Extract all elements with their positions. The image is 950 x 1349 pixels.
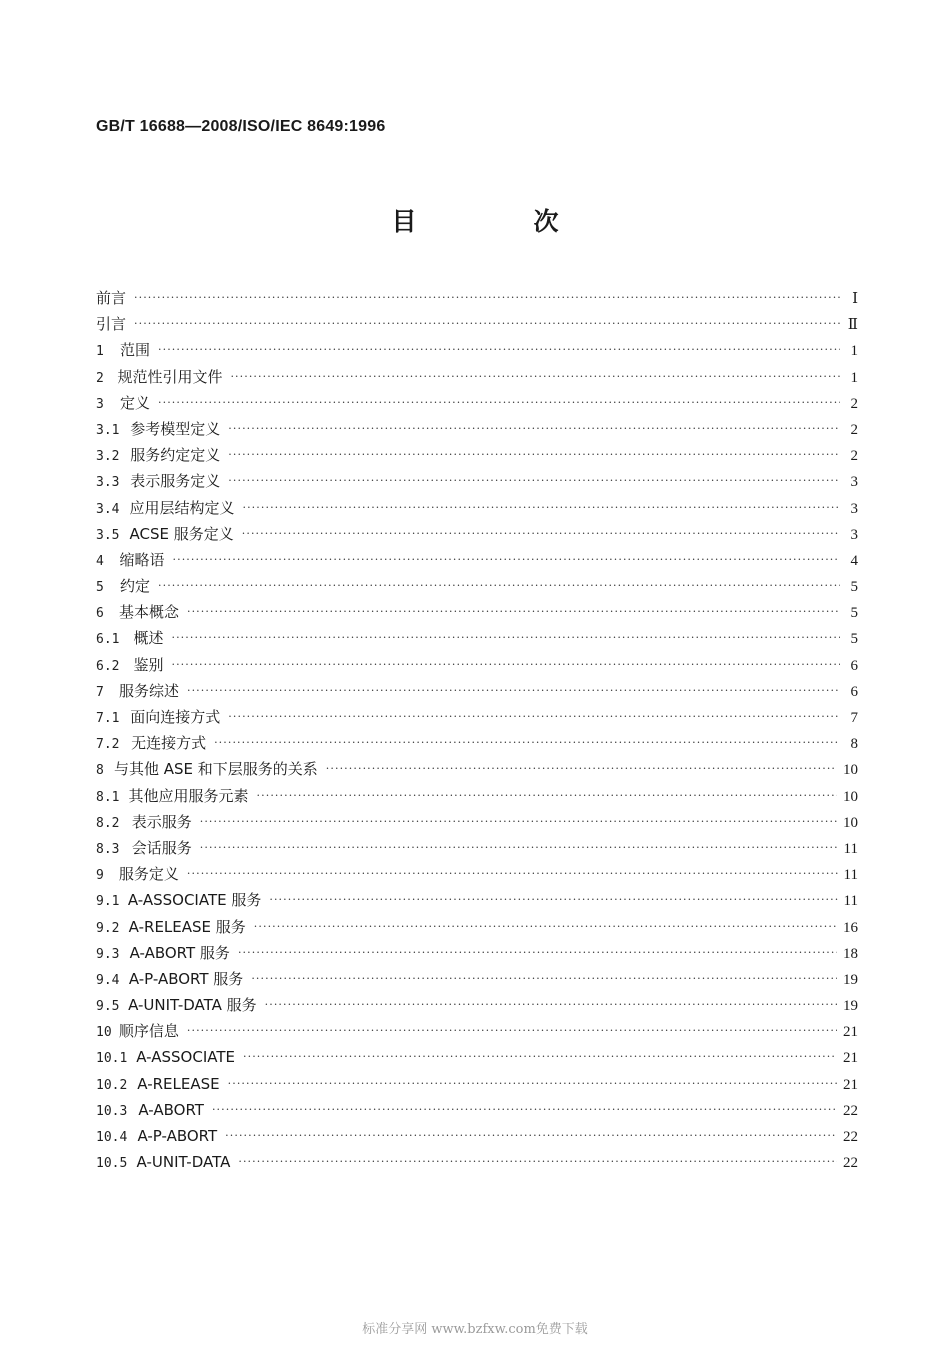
toc-entry[interactable] xyxy=(96,468,858,494)
toc-entry-label: 基本概念 xyxy=(118,603,179,622)
toc-entry-number: 9.1 xyxy=(96,894,120,910)
toc-entry[interactable] xyxy=(96,547,858,573)
toc-entry-number: 3.1 xyxy=(96,422,120,438)
toc-leader-dots xyxy=(228,442,840,468)
toc-entry-number: 10.3 xyxy=(96,1103,128,1119)
toc-entry-label: 缩略语 xyxy=(119,550,165,569)
toc-entry-label: 顺序信息 xyxy=(118,1022,179,1041)
toc-entry-label: 规范性引用文件 xyxy=(117,367,223,386)
toc-entry-label: 其他应用服务元素 xyxy=(128,786,249,805)
toc-entry-label: 约定 xyxy=(119,577,150,596)
toc-entry-label: A-P-ABORT 服务 xyxy=(128,969,244,988)
toc-leader-dots xyxy=(171,652,840,678)
toc-leader-dots xyxy=(238,940,837,966)
toc-entry-number: 1 xyxy=(96,344,104,360)
toc-entry-number: 8.3 xyxy=(96,841,120,857)
toc-entry-label: A-UNIT-DATA 服务 xyxy=(128,996,257,1015)
toc-entry-page: 3 xyxy=(850,500,858,517)
toc-entry-label: A-UNIT-DATA xyxy=(136,1153,231,1172)
toc-entry-label: A-RELEASE 服务 xyxy=(128,917,246,936)
toc-leader-dots xyxy=(171,625,840,651)
toc-entry-label: 服务综述 xyxy=(118,681,179,700)
toc-entry-page: 10 xyxy=(843,788,858,805)
toc-entry-label: 定义 xyxy=(119,393,150,412)
toc-entry[interactable] xyxy=(96,364,858,390)
toc-leader-dots xyxy=(228,416,840,442)
toc-leader-dots xyxy=(200,809,837,835)
toc-entry-number: 6.1 xyxy=(96,632,120,648)
toc-entry[interactable] xyxy=(96,704,858,730)
toc-entry[interactable] xyxy=(96,652,858,678)
toc-entry-page: 21 xyxy=(843,1024,858,1041)
toc-entry-page: 18 xyxy=(843,945,858,962)
toc-entry-label: A-P-ABORT xyxy=(137,1127,218,1145)
toc-entry[interactable] xyxy=(96,311,858,337)
toc-entry-page: 22 xyxy=(843,1155,858,1172)
toc-entry-page: 19 xyxy=(843,971,858,988)
toc-entry-page: 10 xyxy=(843,814,858,831)
toc-entry-page: 2 xyxy=(850,421,858,438)
toc-entry-label: 与其他 ASE 和下层服务的关系 xyxy=(113,760,318,779)
toc-entry[interactable] xyxy=(96,887,858,913)
toc-entry[interactable] xyxy=(96,625,858,651)
toc-entry[interactable] xyxy=(96,416,858,442)
toc-entry-number: 3.5 xyxy=(96,527,120,543)
toc-entry-label: 无连接方式 xyxy=(131,734,207,753)
toc-leader-dots xyxy=(265,992,837,1018)
toc-entry-number: 3.3 xyxy=(96,475,120,491)
toc-entry-number: 3.2 xyxy=(96,449,120,465)
toc-leader-dots xyxy=(187,678,840,704)
toc-entry-page: 3 xyxy=(850,526,858,543)
toc-leader-dots xyxy=(228,1071,837,1097)
toc-entry[interactable] xyxy=(96,1044,858,1070)
toc-entry-number: 2 xyxy=(96,370,104,386)
toc-entry-page: 19 xyxy=(843,998,858,1015)
toc-entry-number: 7.1 xyxy=(96,711,120,726)
toc-entry[interactable] xyxy=(96,783,858,809)
toc-entry-page: 5 xyxy=(850,605,858,622)
toc-entry-page: 6 xyxy=(850,657,858,674)
toc-entry[interactable] xyxy=(96,285,858,311)
toc-entry[interactable] xyxy=(96,390,858,416)
toc-entry-page: 8 xyxy=(850,736,858,753)
toc-entry-page: 7 xyxy=(850,710,858,726)
toc-entry-label: 概述 xyxy=(133,629,164,648)
toc-entry-number: 6 xyxy=(96,606,104,622)
toc-leader-dots xyxy=(238,1149,837,1175)
toc-leader-dots xyxy=(134,285,840,311)
toc-leader-dots xyxy=(242,495,840,521)
toc-leader-dots xyxy=(187,861,838,887)
toc-entry[interactable] xyxy=(96,756,858,782)
toc-entry-label: 表示服务 xyxy=(131,812,192,831)
toc-entry-page: 5 xyxy=(850,631,858,648)
toc-entry-label: 范围 xyxy=(119,341,150,360)
toc-leader-dots xyxy=(158,337,840,363)
toc-entry-number: 9.3 xyxy=(96,946,120,962)
toc-entry-label: A-RELEASE xyxy=(137,1074,220,1093)
toc-entry-label: A-ABORT xyxy=(138,1100,204,1119)
toc-entry-number: 6.2 xyxy=(96,658,120,674)
toc-entry-page: 6 xyxy=(850,683,858,700)
toc-entry-number: 9 xyxy=(96,868,104,884)
toc-entry[interactable] xyxy=(96,730,858,756)
toc-entry-page: Ⅱ xyxy=(847,317,858,334)
toc-entry-number: 10 xyxy=(96,1025,112,1041)
toc-entry-number: 9.4 xyxy=(96,972,120,988)
toc-entry-label: A-ASSOCIATE 服务 xyxy=(127,891,262,910)
footer-watermark: 标准分享网 www.bzfxw.com免费下载 xyxy=(362,1322,588,1337)
toc-leader-dots xyxy=(212,1097,837,1123)
toc-leader-dots xyxy=(269,887,837,913)
toc-entry[interactable] xyxy=(96,1149,858,1175)
toc-entry[interactable] xyxy=(96,914,858,940)
toc-entry-page: 11 xyxy=(843,867,858,884)
toc-entry-label: 会话服务 xyxy=(131,838,192,857)
toc-entry[interactable] xyxy=(96,337,858,363)
toc-entry[interactable] xyxy=(96,1097,858,1123)
toc-entry[interactable] xyxy=(96,940,858,966)
toc-entry-number: 8.2 xyxy=(96,815,120,831)
toc-entry[interactable] xyxy=(96,1018,858,1044)
toc-entry-number: 4 xyxy=(96,553,104,569)
toc-entry-label: 鉴别 xyxy=(133,655,164,674)
toc-leader-dots xyxy=(158,390,840,416)
toc-entry-number: 5 xyxy=(96,580,104,596)
toc-leader-dots xyxy=(200,835,838,861)
toc-entry-page: 2 xyxy=(850,448,858,465)
toc-entry[interactable] xyxy=(96,1123,858,1149)
toc-entry[interactable] xyxy=(96,966,858,992)
toc-leader-dots xyxy=(254,914,837,940)
toc-leader-dots xyxy=(187,599,840,625)
toc-leader-dots xyxy=(242,521,840,547)
table-of-contents xyxy=(96,285,858,1175)
toc-entry-label: 应用层结构定义 xyxy=(129,498,235,517)
toc-leader-dots xyxy=(173,547,841,573)
toc-entry-label: 前言 xyxy=(96,289,127,307)
toc-entry-page: 22 xyxy=(843,1102,858,1119)
toc-entry-number: 7.2 xyxy=(96,737,120,753)
toc-entry-label: 参考模型定义 xyxy=(130,419,221,438)
toc-entry[interactable] xyxy=(96,678,858,704)
toc-leader-dots xyxy=(228,704,840,730)
toc-entry-page: 2 xyxy=(850,395,858,412)
toc-entry[interactable] xyxy=(96,1071,858,1097)
toc-entry-number: 8 xyxy=(96,763,104,779)
toc-entry[interactable] xyxy=(96,835,858,861)
toc-entry-number: 9.2 xyxy=(96,920,120,936)
toc-leader-dots xyxy=(228,468,840,494)
toc-entry-label: 服务约定定义 xyxy=(130,446,221,465)
toc-leader-dots xyxy=(134,311,840,337)
toc-entry-page: 11 xyxy=(843,893,858,910)
toc-entry-number: 7 xyxy=(96,684,104,700)
toc-entry-page: 11 xyxy=(843,840,858,857)
toc-entry-page: 21 xyxy=(843,1050,858,1067)
toc-leader-dots xyxy=(257,783,837,809)
toc-entry[interactable] xyxy=(96,442,858,468)
toc-leader-dots xyxy=(243,1044,837,1070)
toc-leader-dots xyxy=(187,1018,837,1044)
toc-entry-number: 10.4 xyxy=(96,1130,128,1145)
toc-entry-number: 10.2 xyxy=(96,1077,128,1093)
toc-entry-page: 22 xyxy=(843,1129,858,1145)
toc-entry-number: 10.5 xyxy=(96,1156,128,1172)
toc-leader-dots xyxy=(230,364,840,390)
toc-entry[interactable] xyxy=(96,809,858,835)
toc-entry-page: 10 xyxy=(843,762,858,779)
toc-entry[interactable] xyxy=(96,521,858,547)
toc-leader-dots xyxy=(251,966,837,992)
toc-leader-dots xyxy=(214,730,840,756)
toc-entry-page: Ⅰ xyxy=(852,291,858,307)
toc-leader-dots xyxy=(225,1123,837,1149)
toc-entry-page: 1 xyxy=(850,369,858,386)
toc-entry-page: 21 xyxy=(843,1076,858,1093)
page-title: 目 次 xyxy=(391,207,605,236)
toc-entry-label: 引言 xyxy=(96,315,127,334)
toc-entry-number: 3.4 xyxy=(96,501,120,517)
toc-entry[interactable] xyxy=(96,599,858,625)
toc-entry-page: 16 xyxy=(843,919,858,936)
toc-entry-page: 3 xyxy=(850,474,858,491)
toc-entry-label: 服务定义 xyxy=(118,865,179,884)
toc-entry-label: A-ASSOCIATE xyxy=(136,1048,235,1067)
toc-entry-label: 表示服务定义 xyxy=(130,472,221,491)
toc-entry-number: 9.5 xyxy=(96,999,120,1015)
toc-leader-dots xyxy=(326,756,837,782)
toc-leader-dots xyxy=(158,573,840,599)
toc-entry-page: 5 xyxy=(850,579,858,596)
toc-entry[interactable] xyxy=(96,573,858,599)
toc-entry-label: A-ABORT 服务 xyxy=(129,943,230,962)
standard-code: GB/T 16688—2008/ISO/IEC 8649:1996 xyxy=(96,118,386,135)
toc-entry[interactable] xyxy=(96,495,858,521)
toc-entry-label: 面向连接方式 xyxy=(130,708,221,726)
toc-entry-number: 3 xyxy=(96,396,104,412)
toc-entry-label: ACSE 服务定义 xyxy=(129,524,234,543)
toc-entry[interactable] xyxy=(96,861,858,887)
toc-entry-page: 4 xyxy=(850,552,858,569)
toc-entry-number: 10.1 xyxy=(96,1051,128,1067)
toc-entry-number: 8.1 xyxy=(96,789,120,805)
toc-entry-page: 1 xyxy=(850,343,858,360)
toc-entry[interactable] xyxy=(96,992,858,1018)
